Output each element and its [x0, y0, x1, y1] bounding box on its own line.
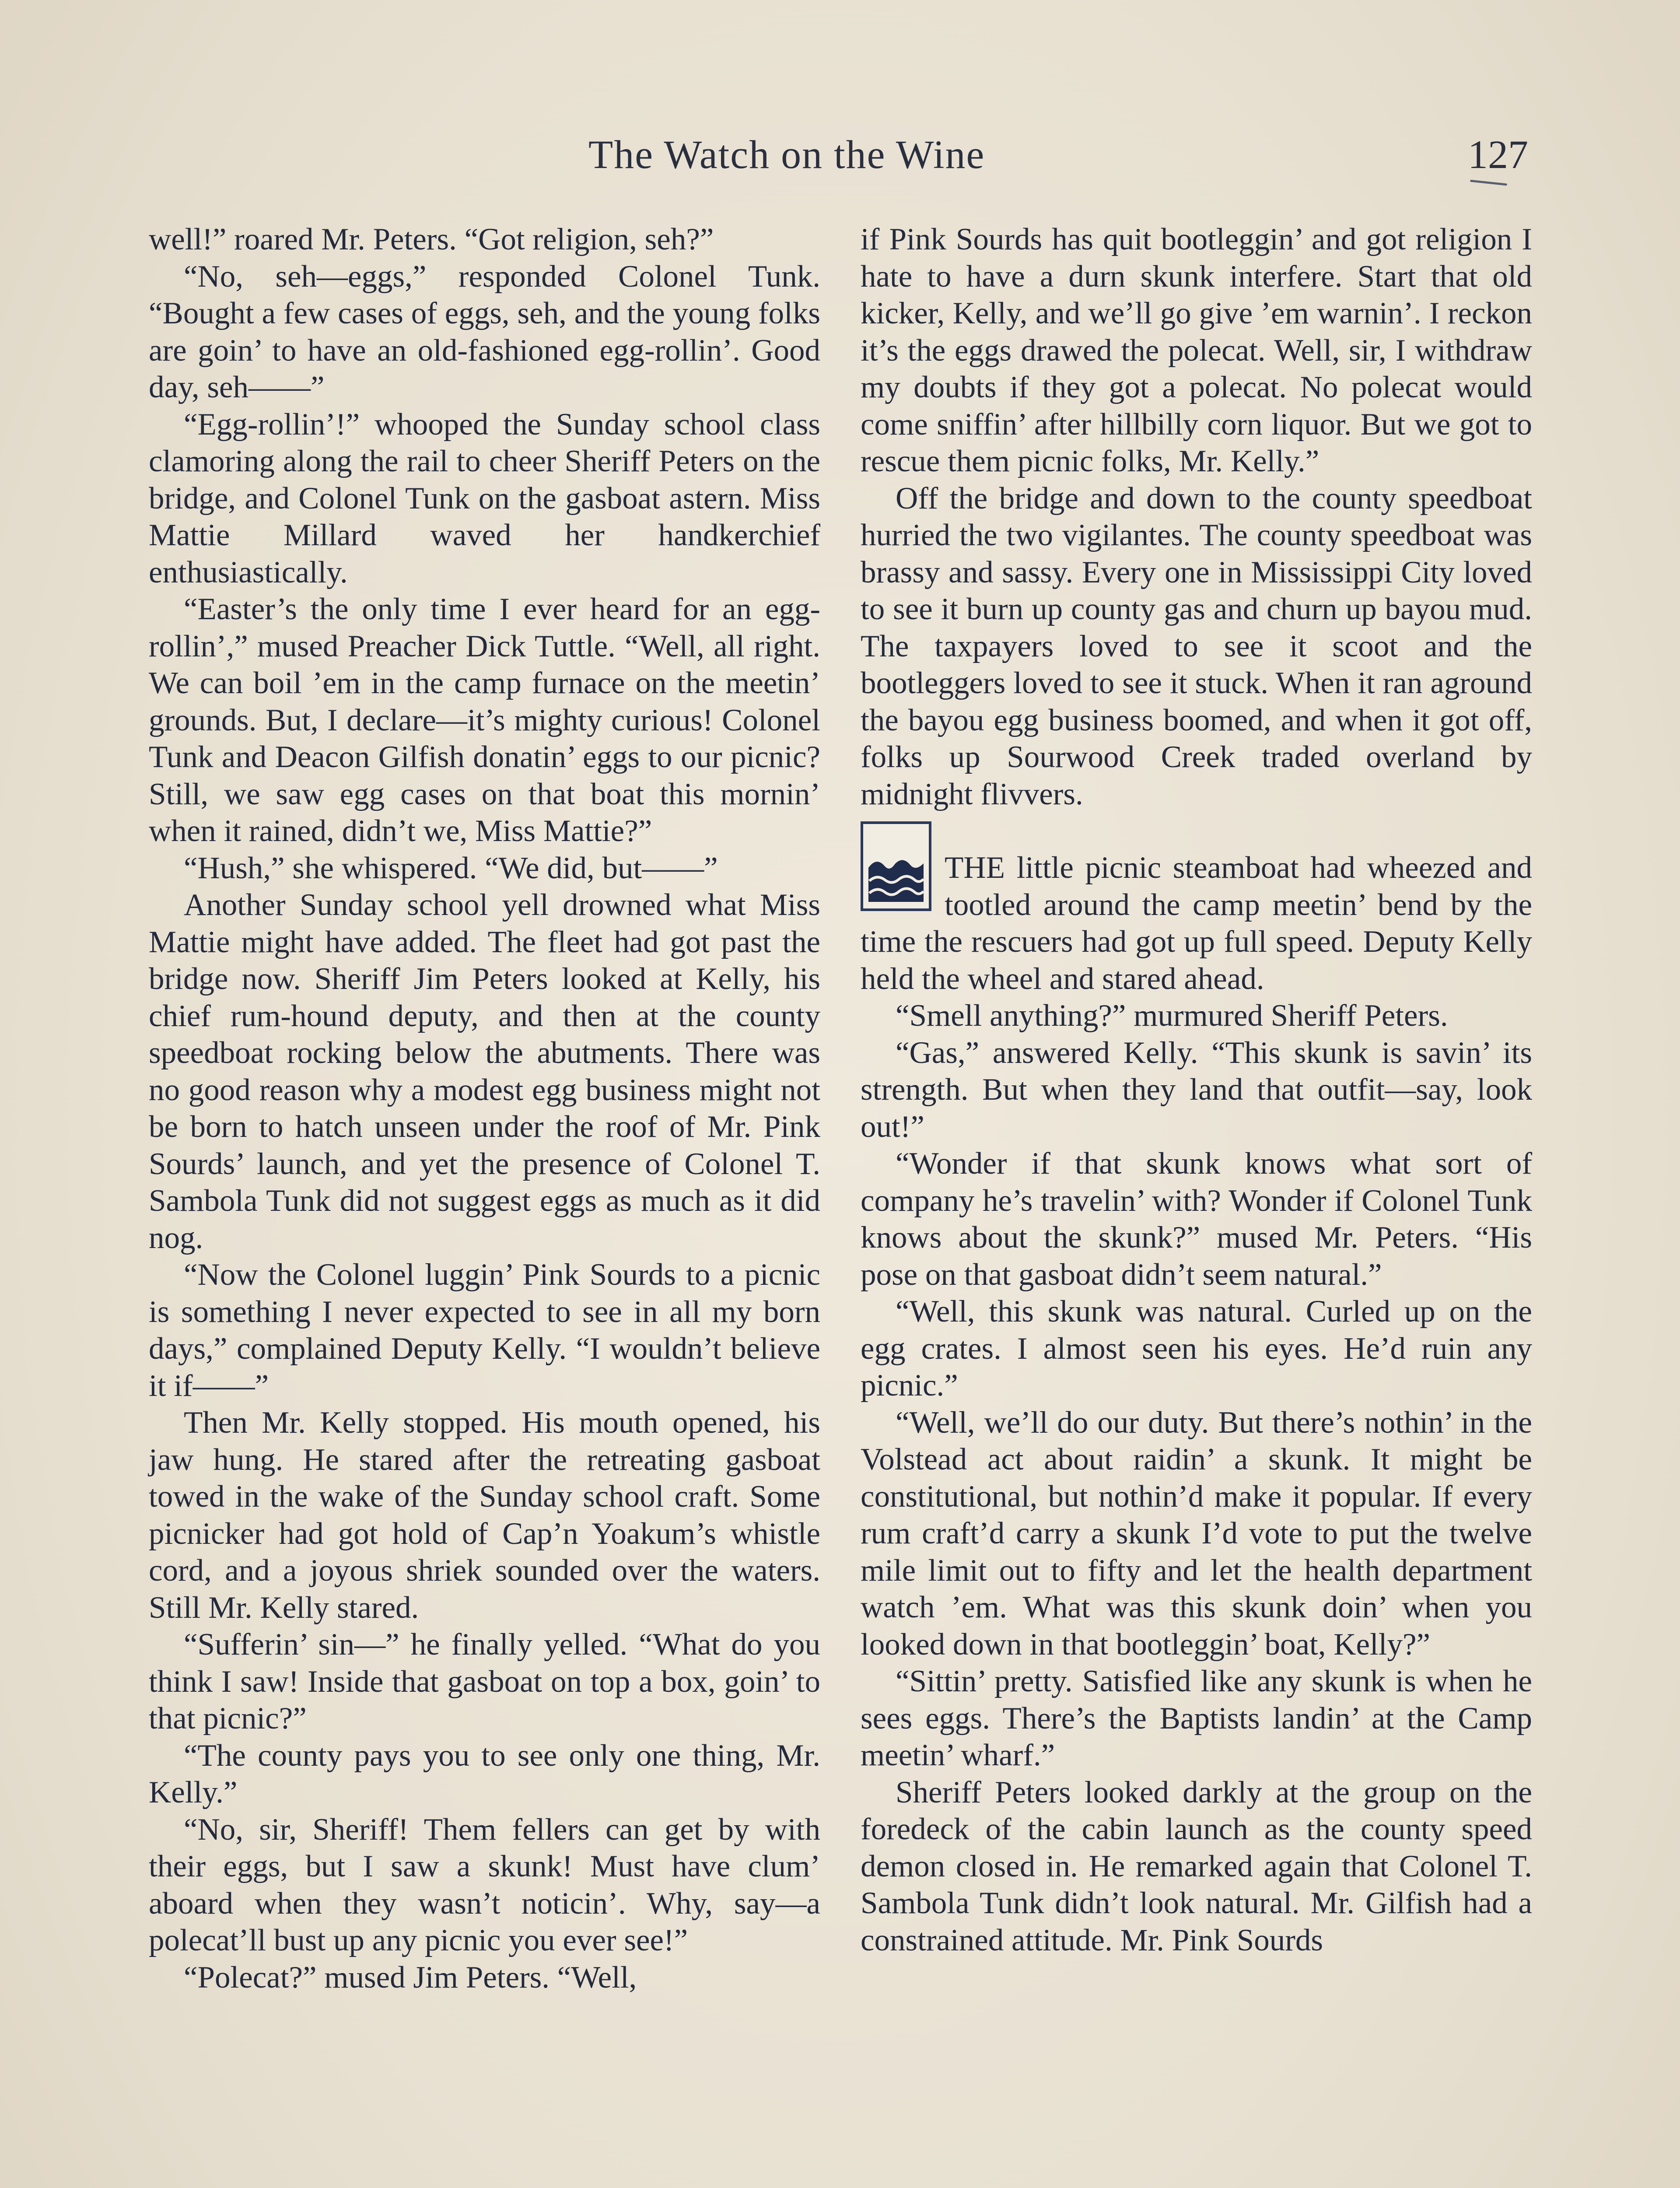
- page-number-underline: [1470, 180, 1507, 186]
- paragraph: “Well, this skunk was natural. Curled up on the egg crates. I almost seen his eyes. He’d ruin any picnic.”: [861, 1294, 1532, 1403]
- paragraph: “Polecat?” mused Jim Peters. “Well,: [184, 1960, 637, 1995]
- paragraph: Off the bridge and down to the county speedboat hurried the two vigilantes. The county speedboat was brassy and sassy. Every one in Mississippi City loved to see it burn up county gas and churn up bayou mud. The taxpayers loved to see it scoot and the bootleggers loved to see it stuck. When it ran aground the bayou egg business boomed, and when it got off, folks up Sourwood Creek traded overland by midnight flivvers.: [861, 481, 1532, 811]
- paragraph: “No, seh—eggs,” responded Colonel Tunk. “Bought a few cases of eggs, seh, and the young folks are goin’ to have an old-fashioned egg-rollin’. Good day, seh——”: [149, 259, 820, 404]
- paragraph: “Easter’s the only time I ever heard for an egg-rollin’,” mused Preacher Dick Tuttle. “Well, all right. We can boil ’em in the camp furnace on the meetin’ grounds. But, I declare—it’s mighty curious! Colonel Tunk and Deacon Gilfish donatin’ eggs to our picnic? Still, we saw egg cases on that boat this mornin’ when it rained, didn’t we, Miss Mattie?”: [149, 592, 820, 848]
- paragraph: “Sufferin’ sin—” he finally yelled. “What do you think I saw! Inside that gasboat on top a box, goin’ to that picnic?”: [149, 1627, 820, 1736]
- right-column: [861, 221, 1532, 1959]
- paragraph: if Pink Sourds has quit bootleggin’ and got religion I hate to have a durn skunk interfere. Start that old kicker, Kelly, and we’ll go give ’em warnin’. I reckon it’s the eggs drawed the polecat. Well, sir, I withdraw my doubts if they got a polecat. No polecat would come sniffin’ after hillbilly corn liquor. But we got to rescue them picnic folks, Mr. Kelly.”: [861, 222, 1532, 478]
- paragraph: “Gas,” answered Kelly. “This skunk is savin’ its strength. But when they land that outfit—say, look out!”: [861, 1035, 1532, 1144]
- running-title: The Watch on the Wine: [588, 132, 985, 177]
- paragraph: Then Mr. Kelly stopped. His mouth opened, his jaw hung. He stared after the retreating gasboat towed in the wake of the Sunday school craft. Some picnicker had got hold of Cap’n Yoakum’s whistle cord, and a joyous shriek sounded over the waters. Still Mr. Kelly stared.: [149, 1406, 820, 1625]
- paragraph: “The county pays you to see only one thing, Mr. Kelly.”: [149, 1738, 820, 1809]
- paragraph: “No, sir, Sheriff! Them fellers can get by with their eggs, but I saw a skunk! Must have clum’ aboard when they wasn’t noticin’. Why, say—a polecat’ll bust up any picnic you ever see!”: [149, 1812, 820, 1957]
- paragraph: “Smell anything?” murmured Sheriff Peters.: [896, 999, 1448, 1033]
- paragraph: THE little picnic steamboat had wheezed and tootled around the camp meetin’ bend by the time the rescuers had got up full speed. Deputy Kelly held the wheel and stared ahead.: [861, 851, 1532, 996]
- paragraph: “Well, we’ll do our duty. But there’s nothin’ in the Volstead act about raidin’ a skunk. It might be constitutional, but nothin’d make it popular. If every rum craft’d carry a skunk I’d vote to put the twelve mile limit out to fifty and let the health department watch ’em. What was this skunk doin’ when you looked down in that bootleggin’ boat, Kelly?”: [861, 1405, 1532, 1662]
- paragraph: “Now the Colonel luggin’ Pink Sourds to a picnic is something I never expected to see in all my born days,” complained Deputy Kelly. “I wouldn’t believe it if——”: [149, 1258, 820, 1403]
- paragraph: well!” roared Mr. Peters. “Got religion, seh?”: [149, 222, 714, 256]
- paragraph: Another Sunday school yell drowned what Miss Mattie might have added. The fleet had got past the bridge now. Sheriff Jim Peters looked at Kelly, his chief rum-hound deputy, and then at the county speedboat rocking below the abutments. There was no good reason why a modest egg business might not be born to hatch unseen under the roof of Mr. Pink Sourds’ launch, and yet the presence of Colonel T. Sambola Tunk did not suggest eggs as much as it did nog.: [149, 888, 820, 1255]
- paragraph: “Wonder if that skunk knows what sort of company he’s travelin’ with? Wonder if Colonel Tunk knows about the skunk?” mused Mr. Peters. “His pose on that gasboat didn’t seem natural.”: [861, 1147, 1532, 1292]
- left-column: [149, 221, 820, 1996]
- page-number: 127: [1468, 132, 1528, 177]
- paragraph: “Hush,” she whispered. “We did, but——”: [184, 851, 718, 885]
- paragraph: “Sittin’ pretty. Satisfied like any skunk is when he sees eggs. There’s the Baptists landin’ at the Camp meetin’ wharf.”: [861, 1664, 1532, 1772]
- paragraph: “Egg-rollin’!” whooped the Sunday school class clamoring along the rail to cheer Sheriff Peters on the bridge, and Colonel Tunk on the gasboat astern. Miss Mattie Millard waved her handkerchief enthusiastically.: [149, 407, 820, 589]
- waves-icon: [861, 821, 931, 911]
- paragraph: Sheriff Peters looked darkly at the group on the foredeck of the cabin launch as the county speed demon closed in. He remarked again that Colonel T. Sambola Tunk didn’t look natural. Mr. Gilfish had a constrained attitude. Mr. Pink Sourds: [861, 1775, 1532, 1957]
